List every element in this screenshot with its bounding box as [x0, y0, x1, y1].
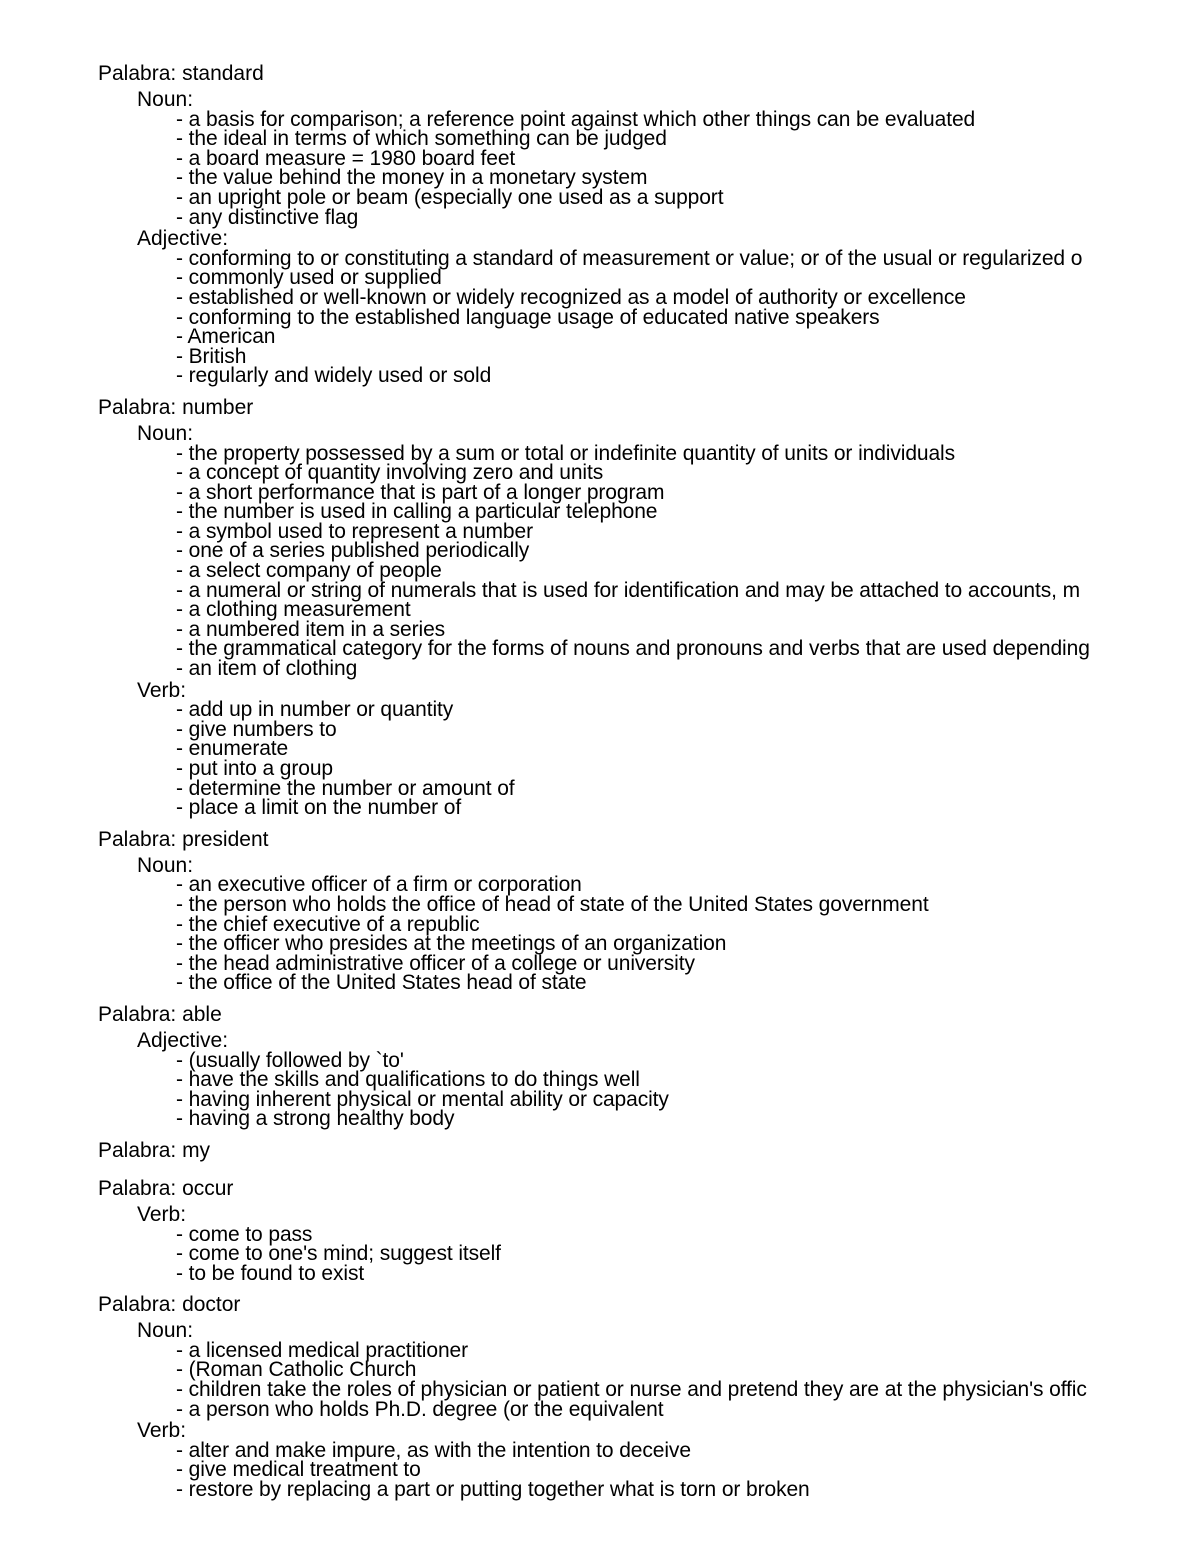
- sense-definition: - a numeral or string of numerals that is used for identification and may be attached to accounts, m: [176, 578, 1080, 602]
- sense-definition: - a short performance that is part of a longer program: [176, 480, 665, 504]
- sense-definition: - the ideal in terms of which something can be judged: [176, 127, 667, 151]
- sense-definition: - American: [176, 325, 276, 349]
- part-of-speech-label: Verb:: [137, 1419, 187, 1443]
- entry-spacer: [98, 993, 1200, 1002]
- entry-headword-line: [98, 1002, 1200, 1028]
- sense-definition: - restore by replacing a part or putting together what is torn or broken: [176, 1478, 810, 1502]
- headword: doctor: [182, 1293, 241, 1317]
- sense-definition: - (Roman Catholic Church: [176, 1358, 417, 1382]
- sense-definition: - come to one's mind; suggest itself: [176, 1242, 501, 1266]
- entry-headword-line: [98, 395, 1200, 421]
- headword: occur: [182, 1176, 234, 1200]
- sense-definition: - the person who holds the office of head of state of the United States government: [176, 892, 929, 916]
- sense-list: [98, 1048, 1200, 1131]
- dictionary-entry: [98, 1138, 1200, 1164]
- headword-prefix: Palabra:: [98, 1002, 183, 1026]
- sense-definition: - to be found to exist: [176, 1261, 365, 1285]
- dictionary-entry: [98, 827, 1200, 993]
- dictionary-entry: [98, 1002, 1200, 1129]
- sense-list: [98, 1438, 1200, 1502]
- dictionary-entry: [98, 395, 1200, 818]
- entry-headword-line: [98, 827, 1200, 853]
- sense-definition: - established or well-known or widely recognized as a model of authority or excellence: [176, 285, 966, 309]
- sense-definition: - conforming to or constituting a standard of measurement or value; or of the usual or regularized o: [176, 246, 1083, 270]
- part-of-speech-label: Adjective:: [137, 1028, 229, 1052]
- part-of-speech-label: Noun:: [137, 88, 194, 111]
- part-of-speech-label: Adjective:: [137, 227, 229, 251]
- sense-definition: - an upright pole or beam (especially one used as a support: [176, 185, 724, 209]
- headword-prefix: Palabra:: [98, 395, 183, 419]
- headword: president: [182, 827, 269, 851]
- sense-definition: - the head administrative officer of a college or university: [176, 951, 695, 975]
- sense-definition: - come to pass: [176, 1222, 313, 1246]
- sense-definition: - British: [176, 344, 247, 368]
- sense-definition: - commonly used or supplied: [176, 266, 442, 290]
- sense-list: [98, 441, 1200, 681]
- sense-definition: - a board measure = 1980 board feet: [176, 146, 516, 170]
- dictionary-entry: [98, 1292, 1200, 1502]
- sense-definition: - the office of the United States head of state: [176, 971, 587, 995]
- entry-headword-line: [98, 61, 1200, 87]
- part-of-speech-label: Verb:: [137, 678, 187, 702]
- headword: my: [182, 1138, 211, 1162]
- sense-definition: - the number is used in calling a particular telephone: [176, 500, 658, 524]
- sense-definition: - a basis for comparison; a reference point against which other things can be evaluated: [176, 107, 976, 131]
- sense-definition: - give numbers to: [176, 717, 337, 741]
- part-of-speech-label: Noun:: [137, 1319, 194, 1343]
- entry-headword-line: [98, 1176, 1200, 1202]
- sense-definition: - a licensed medical practitioner: [176, 1338, 469, 1362]
- sense-definition: - a numbered item in a series: [176, 617, 446, 641]
- sense-definition: - alter and make impure, as with the intention to deceive: [176, 1438, 691, 1462]
- part-of-speech-label: Noun:: [137, 421, 194, 445]
- sense-definition: - the grammatical category for the forms of nouns and pronouns and verbs that are used depending: [176, 637, 1090, 661]
- sense-definition: - have the skills and qualifications to do things well: [176, 1068, 640, 1092]
- entry-spacer: [98, 1129, 1200, 1138]
- sense-list: [98, 1222, 1200, 1285]
- sense-list: [98, 107, 1200, 229]
- sense-definition: - the chief executive of a republic: [176, 912, 480, 936]
- entry-spacer: [98, 386, 1200, 395]
- entry-spacer: [98, 1167, 1200, 1176]
- sense-definition: - enumerate: [176, 737, 289, 761]
- entry-headword-line: [98, 1292, 1200, 1318]
- dictionary-entry: [98, 1176, 1200, 1283]
- headword-prefix: Palabra:: [98, 827, 183, 851]
- sense-list: [98, 700, 1200, 818]
- entry-headword-line: [98, 1138, 1200, 1164]
- headword: standard: [182, 62, 264, 85]
- sense-definition: - (usually followed by `to': [176, 1048, 404, 1072]
- headword-prefix: Palabra:: [98, 1176, 183, 1200]
- sense-definition: - regularly and widely used or sold: [176, 364, 492, 388]
- dictionary-document: [98, 61, 1200, 1509]
- headword-prefix: Palabra:: [98, 62, 183, 85]
- sense-definition: - a symbol used to represent a number: [176, 519, 533, 543]
- sense-definition: - having a strong healthy body: [176, 1107, 455, 1131]
- sense-definition: - one of a series published periodically: [176, 539, 530, 563]
- sense-definition: - a person who holds Ph.D. degree (or the equivalent: [176, 1397, 664, 1421]
- dictionary-entry: [98, 61, 1200, 386]
- sense-definition: - having inherent physical or mental ability or capacity: [176, 1087, 669, 1111]
- sense-definition: - the officer who presides at the meetings of an organization: [176, 932, 727, 956]
- headword-prefix: Palabra:: [98, 1293, 183, 1317]
- sense-definition: - give medical treatment to: [176, 1458, 421, 1482]
- sense-definition: - a concept of quantity involving zero and units: [176, 461, 604, 485]
- sense-list: [98, 1338, 1200, 1421]
- part-of-speech-label: Noun:: [137, 853, 194, 877]
- headword: number: [182, 395, 254, 419]
- sense-definition: - the property possessed by a sum or total or indefinite quantity of units or individuals: [176, 441, 956, 465]
- part-of-speech-label: Verb:: [137, 1202, 187, 1226]
- entry-spacer: [98, 818, 1200, 827]
- sense-definition: - add up in number or quantity: [176, 698, 454, 722]
- headword-prefix: Palabra:: [98, 1138, 183, 1162]
- sense-definition: - children take the roles of physician or patient or nurse and pretend they are at the physician's offic: [176, 1378, 1087, 1402]
- headword: able: [182, 1002, 222, 1026]
- sense-definition: - any distinctive flag: [176, 205, 359, 229]
- sense-definition: - determine the number or amount of: [176, 776, 515, 800]
- sense-definition: - a clothing measurement: [176, 598, 411, 622]
- sense-definition: - place a limit on the number of: [176, 796, 462, 820]
- sense-list: [98, 875, 1200, 993]
- sense-definition: - a select company of people: [176, 559, 442, 583]
- sense-definition: - an executive officer of a firm or corporation: [176, 873, 582, 897]
- sense-definition: - put into a group: [176, 757, 333, 780]
- sense-definition: - conforming to the established language usage of educated native speakers: [176, 305, 880, 329]
- sense-definition: - the value behind the money in a monetary system: [176, 166, 648, 190]
- sense-list: [98, 246, 1200, 388]
- sense-definition: - an item of clothing: [176, 657, 358, 681]
